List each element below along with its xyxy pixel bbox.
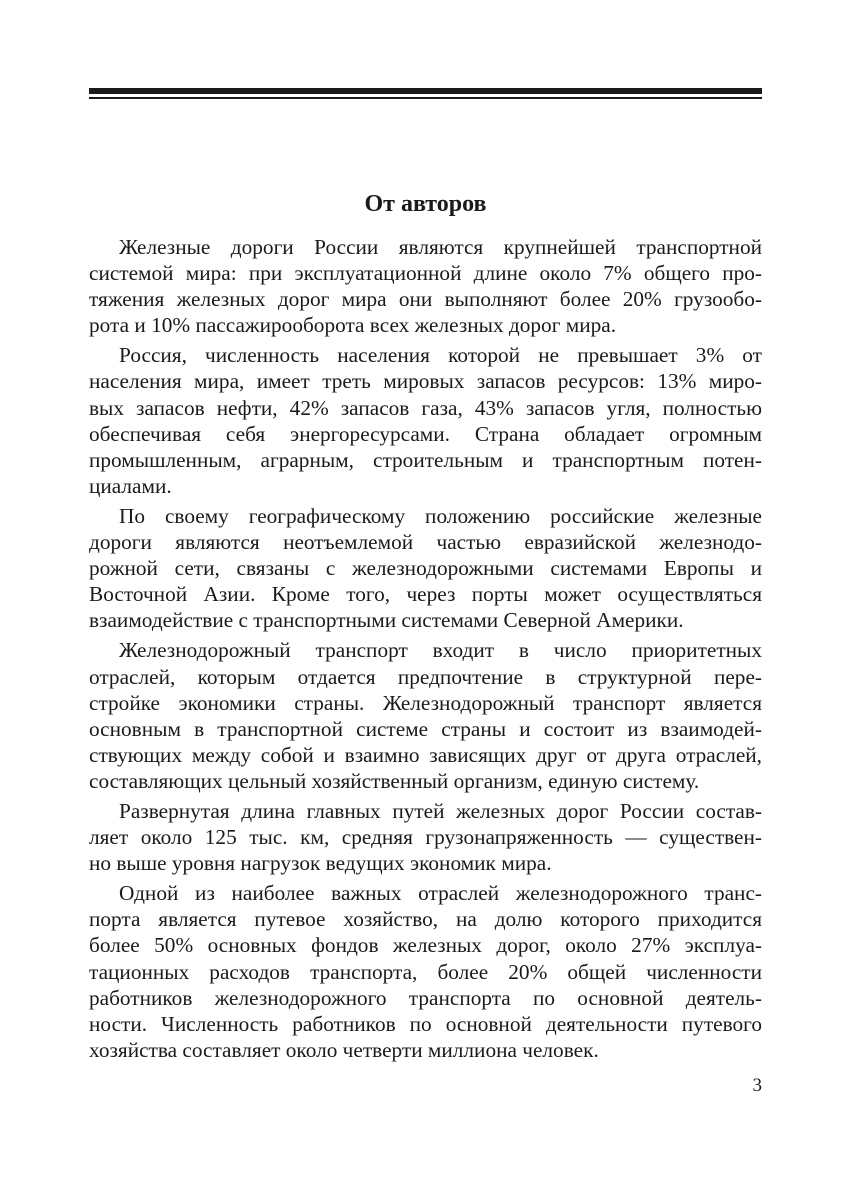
- text-line: системой мира: при эксплуатационной длине около 7% общего про-: [89, 261, 762, 286]
- text-line: ляет около 125 тыс. км, средняя грузонапряженность — существен-: [89, 825, 762, 850]
- text-line: более 50% основных фондов железных дорог, около 27% эксплуа-: [89, 933, 762, 958]
- text-line: порта является путевое хозяйство, на долю которого приходится: [89, 907, 762, 932]
- text-line: рожной сети, связаны с железнодорожными системами Европы и: [89, 556, 762, 581]
- text-line: обеспечивая себя энергоресурсами. Страна обладает огромным: [89, 421, 762, 446]
- text-line: отраслей, которым отдается предпочтение в структурной пере-: [89, 664, 762, 689]
- text-line: основным в транспортной системе страны и состоит из взаимодей-: [89, 716, 762, 741]
- text-line: взаимодействие с транспортными системами Северной Америки.: [89, 608, 684, 633]
- body-text: [89, 234, 762, 1063]
- paragraph-2: [89, 342, 762, 499]
- header-rule-thin: [89, 97, 762, 99]
- text-line: Одной из наиболее важных отраслей железнодорожного транс-: [119, 881, 762, 906]
- text-line: ствующих между собой и взаимно зависящих друг от друга отраслей,: [89, 742, 762, 767]
- text-line: вых запасов нефти, 42% запасов газа, 43% запасов угля, полностью: [89, 395, 762, 420]
- text-line: хозяйства составляет около четверти миллиона человек.: [89, 1037, 599, 1062]
- text-line: тационных расходов транспорта, более 20% общей численности: [89, 959, 762, 984]
- text-line: Развернутая длина главных путей железных дорог России состав-: [119, 798, 762, 823]
- paragraph-6: [89, 880, 762, 1063]
- text-line: тяжения железных дорог мира они выполняют более 20% грузообо-: [89, 287, 762, 312]
- paragraph-4: [89, 637, 762, 794]
- text-line: составляющих цельный хозяйственный организм, единую систему.: [89, 768, 700, 793]
- text-line: населения мира, имеет треть мировых запасов ресурсов: 13% миро-: [89, 369, 762, 394]
- text-line: Железнодорожный транспорт входит в число приоритетных: [119, 638, 762, 663]
- paragraph-5: [89, 798, 762, 876]
- text-line: но выше уровня нагрузок ведущих экономик мира.: [89, 851, 552, 876]
- text-line: работников железнодорожного транспорта по основной деятель-: [89, 985, 762, 1010]
- text-line: Россия, численность населения которой не превышает 3% от: [119, 343, 762, 368]
- paragraph-3: [89, 503, 762, 633]
- text-line: циалами.: [89, 473, 172, 498]
- text-line: рота и 10% пассажирооборота всех железных дорог мира.: [89, 313, 617, 338]
- text-line: По своему географическому положению российские железные: [119, 503, 762, 528]
- page-number: 3: [752, 1075, 762, 1096]
- header-rule-thick: [89, 88, 762, 94]
- text-line: стройке экономики страны. Железнодорожный транспорт является: [89, 690, 762, 715]
- text-line: промышленным, аграрным, строительным и транспортным потен-: [89, 447, 762, 472]
- page-title: От авторов: [364, 191, 487, 217]
- text-line: дороги являются неотъемлемой частью евразийской железнодо-: [89, 530, 762, 555]
- text-line: ности. Численность работников по основной деятельности путевого: [89, 1011, 762, 1036]
- text-line: Железные дороги России являются крупнейшей транспортной: [119, 235, 762, 259]
- text-line: Восточной Азии. Кроме того, через порты может осуществляться: [89, 582, 762, 607]
- paragraph-1: [89, 234, 762, 338]
